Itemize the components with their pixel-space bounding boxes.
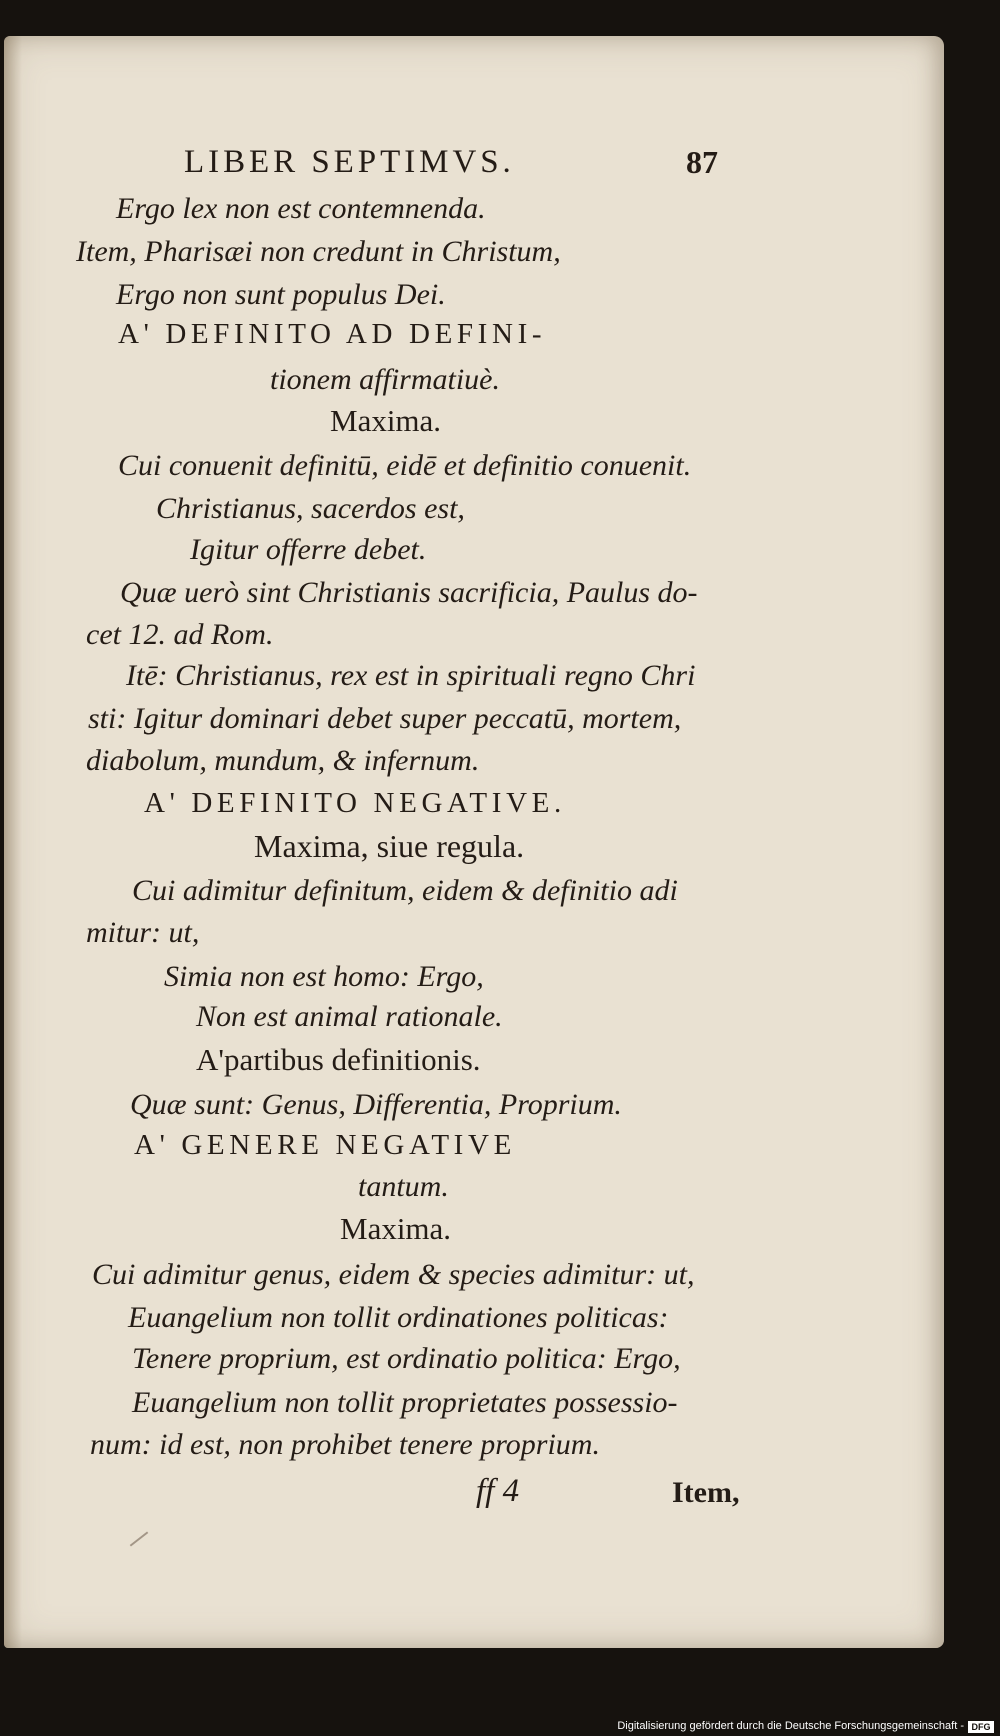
- text-line-26: Cui adimitur genus, eidem & species adimitur: ut,: [92, 1258, 695, 1291]
- catchword: Item,: [672, 1476, 740, 1509]
- section-heading-definito-affirmative: A' DEFINITO AD DEFINI-: [118, 318, 547, 350]
- running-head-folio: 87: [686, 144, 718, 180]
- maxima-heading-1: Maxima.: [330, 403, 442, 438]
- text-line-13: sti: Igitur dominari debet super peccatū, mortem,: [88, 702, 682, 735]
- section-heading-definito-negative: A' DEFINITO NEGATIVE.: [144, 787, 566, 819]
- text-line-12: Itē: Christianus, rex est in spirituali regno Chri: [126, 659, 696, 692]
- text-line-11: cet 12. ad Rom.: [86, 618, 274, 651]
- section-heading-tantum: tantum.: [358, 1170, 449, 1203]
- text-line-17: Cui adimitur definitum, eidem & definitio adi: [132, 874, 678, 907]
- maxima-heading-3: Maxima.: [340, 1211, 452, 1246]
- text-line-14: diabolum, mundum, & infernum.: [86, 744, 480, 777]
- text-line-22: Quæ sunt: Genus, Differentia, Proprium.: [130, 1088, 622, 1121]
- section-heading-continuation: tionem affirmatiuè.: [270, 363, 500, 396]
- text-line-3: Ergo non sunt populus Dei.: [116, 278, 446, 311]
- text-line-1: Ergo lex non est contemnenda.: [116, 192, 486, 225]
- text-line-29: Euangelium non tollit proprietates possessio-: [132, 1386, 678, 1419]
- maxima-heading-2: Maxima, siue regula.: [254, 828, 525, 864]
- text-line-18: mitur: ut,: [86, 916, 200, 949]
- digitization-credit: Digitalisierung gefördert durch die Deutsche Forschungsgemeinschaft -: [617, 1720, 964, 1732]
- text-line-27: Euangelium non tollit ordinationes politicas:: [128, 1301, 669, 1334]
- section-heading-genere-negative: A' GENERE NEGATIVE: [134, 1129, 516, 1161]
- page-gutter-shadow: [4, 36, 22, 1648]
- text-line-20: Non est animal rationale.: [196, 1000, 503, 1033]
- subheading-partibus: A'partibus definitionis.: [196, 1042, 481, 1077]
- text-line-28: Tenere proprium, est ordinatio politica: Ergo,: [132, 1342, 681, 1375]
- text-line-7: Cui conuenit definitū, eidē et definitio conuenit.: [118, 449, 692, 482]
- dfg-logo: DFG: [968, 1721, 994, 1733]
- running-head-title: LIBER SEPTIMVS.: [184, 144, 515, 180]
- text-line-30: num: id est, non prohibet tenere proprium.: [90, 1428, 600, 1461]
- text-line-19: Simia non est homo: Ergo,: [164, 960, 484, 993]
- text-line-9: Igitur offerre debet.: [190, 533, 427, 566]
- text-line-8: Christianus, sacerdos est,: [156, 492, 465, 525]
- signature-mark: ff 4: [476, 1473, 520, 1509]
- text-line-2: Item, Pharisæi non credunt in Christum,: [76, 235, 561, 268]
- text-line-10: Quæ uerò sint Christianis sacrificia, Paulus do-: [120, 576, 698, 609]
